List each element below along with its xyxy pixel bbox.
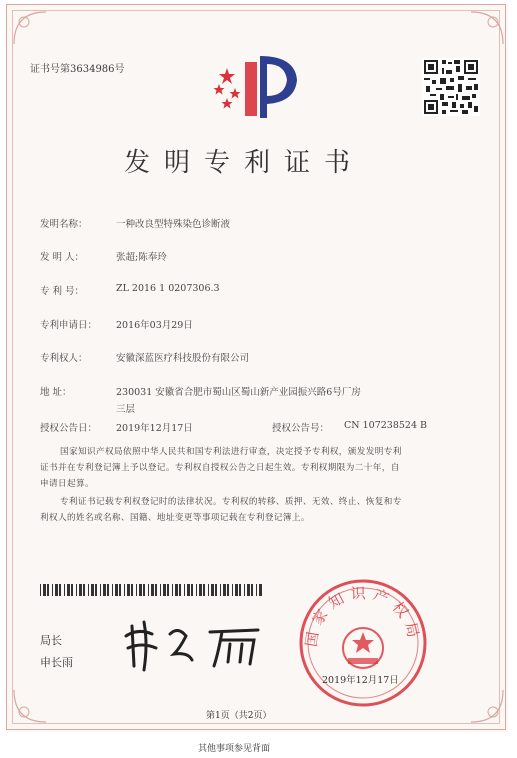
body-paragraph-1-line-2: 证书并在专利登记簿上予以登记。专利权自授权公告之日起生效。专利权期限为二十年，自 bbox=[40, 463, 400, 473]
field-value-grant-number: CN 107238524 B bbox=[344, 420, 427, 431]
corner-ornament-top-left bbox=[10, 8, 50, 48]
field-value-patentee: 安徽深蓝医疗科技股份有限公司 bbox=[116, 353, 250, 364]
corner-ornament-bottom-left bbox=[10, 686, 50, 726]
corner-ornament-top-right bbox=[467, 8, 507, 48]
field-label-patentee: 专利权人： bbox=[40, 353, 88, 364]
page-indicator: 第1页（共2页） bbox=[206, 711, 272, 721]
official-seal-icon bbox=[296, 576, 430, 710]
field-value-invention-name: 一种改良型特殊染色诊断液 bbox=[116, 219, 231, 230]
body-paragraph-2-line-1: 专利证书记载专利权登记时的法律状况。专利权的转移、质押、无效、终止、恢复和专 bbox=[60, 497, 402, 507]
certificate-title: 发明专利证书 bbox=[124, 148, 365, 178]
field-label-inventor: 发 明 人： bbox=[40, 252, 85, 263]
barcode-icon bbox=[40, 584, 262, 596]
field-label-address: 地 址： bbox=[40, 387, 72, 398]
field-value-grant-date: 2019年12月17日 bbox=[116, 423, 193, 434]
field-value-application-date: 2016年03月29日 bbox=[116, 320, 193, 331]
seal-date: 2019年12月17日 bbox=[322, 675, 399, 686]
footer-note: 其他事项参见背面 bbox=[198, 744, 271, 754]
body-paragraph-2-line-2: 利权人的姓名或名称、国籍、地址变更等事项记载在专利登记簿上。 bbox=[40, 513, 310, 523]
patent-office-logo-icon bbox=[205, 50, 305, 122]
field-label-invention-name: 发明名称： bbox=[40, 219, 88, 230]
field-label-patent-number: 专 利 号： bbox=[40, 286, 85, 297]
signature-name: 申长雨 bbox=[40, 656, 73, 669]
qr-code-icon bbox=[422, 58, 480, 116]
field-label-grant-number: 授权公告号： bbox=[272, 423, 330, 434]
field-value-address: 230031 安徽省合肥市蜀山区蜀山新产业园振兴路6号厂房 bbox=[116, 387, 361, 398]
field-value-address-line2: 三层 bbox=[116, 404, 136, 415]
signature-role: 局长 bbox=[40, 634, 62, 647]
certificate-number: 证书号第3634986号 bbox=[30, 64, 125, 75]
field-value-patent-number: ZL 2016 1 0207306.3 bbox=[116, 283, 220, 294]
body-paragraph-1-line-3: 申请日起算。 bbox=[40, 479, 94, 489]
field-label-grant-date: 授权公告日： bbox=[40, 423, 98, 434]
field-value-inventor: 张超;陈奉玲 bbox=[116, 252, 167, 263]
handwritten-signature bbox=[118, 614, 268, 674]
corner-ornament-bottom-right bbox=[467, 686, 507, 726]
body-paragraph-1-line-1: 国家知识产权局依照中华人民共和国专利法进行审查，决定授予专利权，颁发发明专利 bbox=[60, 447, 402, 457]
seal-text: 国家知识产权局 bbox=[302, 584, 424, 649]
field-label-application-date: 专利申请日： bbox=[40, 320, 98, 331]
